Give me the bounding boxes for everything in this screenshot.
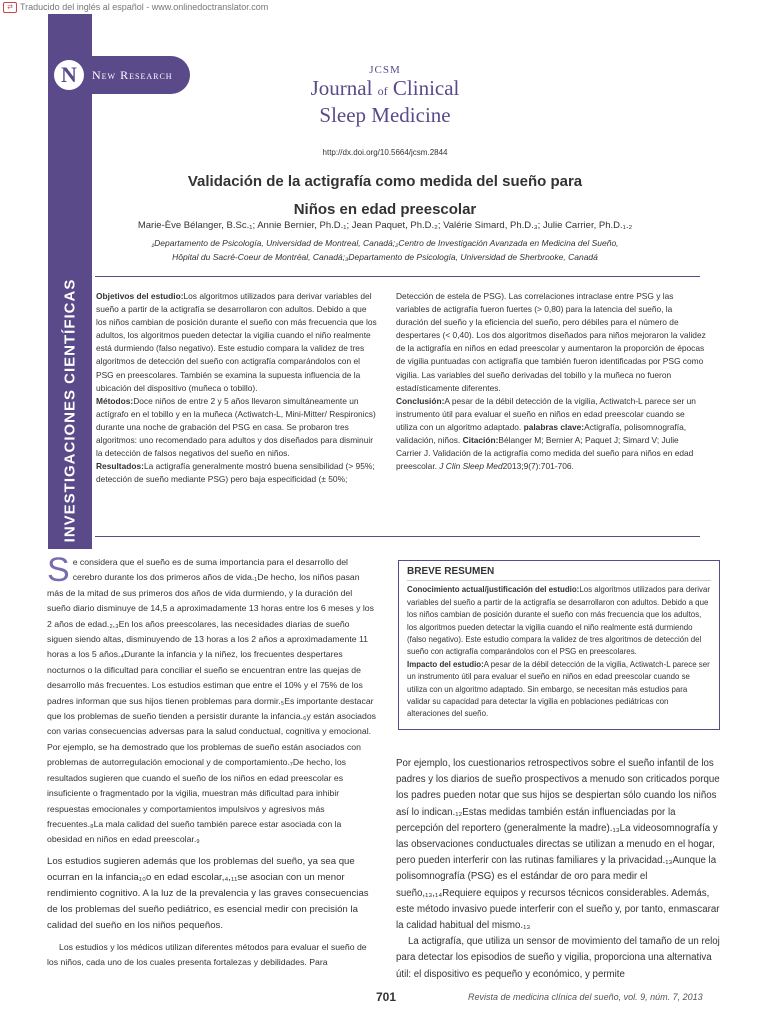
affiliations: ₁Departamento de Psicología, Universidad de Montreal, Canadá;₂Centro de Investigación Avanzada en Medicina del Sueño, Hôpital du Sacré-Coeur de Montréal, Canadá;₃Departamento de Psicología, Universidad de Sherbrooke, Canadá [151,238,619,262]
journal-name-line2: Sleep Medicine [319,103,451,127]
abstract-top-rule [95,276,700,277]
footer-journal-citation: Revista de medicina clínica del sueño, vol. 9, núm. 7, 2013 [468,992,703,1002]
translate-icon: ⇄ [3,2,17,13]
new-research-logo-icon: N [54,60,84,90]
body-paragraph-2: Los estudios sugieren además que los problemas del sueño, ya sea que ocurran en la infancia₁₀o en edad escolar,₄,₁₁se asocian con un menor rendimiento cognitivo. A la luz de la prevalencia y las graves consecuencias de los problemas del sueño pediátrico, es esencial medir con precisión la calidad del sueño en los niños pequeños. [47,855,369,931]
body-right-paragraph-2: La actigrafía, que utiliza un sensor de movimiento del tamaño de un reloj para detectar los episodios de sueño y vigilia, proporciona una alternativa útil: el dispositivo es pequeño y económico, y permite [396,936,720,980]
journal-logo [290,64,480,127]
brief-summary-title: BREVE RESUMEN [407,566,711,581]
body-left-column [47,551,377,977]
authors: Marie-Ève Bélanger, B.Sc.₁; Annie Bernier, Ph.D.₁; Jean Paquet, Ph.D.₂; Valérie Simard, Ph.D.₃; Julie Carrier, Ph.D.₁.₂ [137,220,633,231]
abstract-left-column: Objetivos del estudio:Los algoritmos utilizados para derivar variables del sueño a partir de la actigrafía se desarrollaron con adultos. Debido a que los niños cambian de posición durante el sueño con más frecuencia que los adultos, los algoritmos pueden detectar la vigilia cuando el niño realmente está durmiendo (falso negativo). Este estudio compara la validez de tres algoritmos de detección del sueño con actigrafía comparándolos con el PSG en preescolares. También se examina la supuesta influencia de la ubicación del dispositivo (muñeca o tobillo). Métodos:Doce niños de entre 2 y 5 años llevaron simultáneamente un actígrafo en el tobillo y en la muñeca (Actiwatch-L, Mini-Mitter/ Respironics) durante una noche de grabación del PSG en casa. Se probaron tres algoritmos: uno recomendado para adultos y dos diseñados para disminuir la detección de falsos negativos del sueño en niños. Resultados:La actigrafía generalmente mostró buena sensibilidad (> 95%; detección de sueño mediante PSG) pero baja especificidad (± 50%; [96,291,377,485]
drop-cap: S [47,551,70,589]
body-right-column [396,756,724,983]
new-research-label: New Research [92,67,173,82]
body-right-paragraph-1: Por ejemplo, los cuestionarios retrospectivos sobre el sueño infantil de los padres y los diarios de sueño prospectivos a menudo son criticados porque los padres pueden notar que sus hijos se despiertan sólo cuando los niños así lo indican.₁₂Estas medidas también están influenciadas por la percepción del reportero (generalmente la madre).₁₃La videosomnografía y las observaciones conductuales directas se utilizan a menudo en el hogar, pero pueden interferir con las rutinas familiares y la privacidad.₁₃Aunque la polisomnografía (PSG) es el estándar de oro para medir el sueño,₁₃,₁₄Requiere equipos y recursos técnicos considerables. Además, este método invasivo puede interferir con el sueño y, por tanto, enmascarar la calidad habitual del mismo.₁₃ [396,758,720,932]
journal-name-line1: Journal of Clinical [310,76,460,100]
brief-summary-box [398,560,720,730]
journal-abbr: JCSM [369,64,401,76]
intro-paragraph: Se considera que el sueño es de suma importancia para el desarrollo del cerebro durante los dos primeros años de vida.₁De hecho, los niños pasan más de la mitad de sus primeros dos años de vida durmiendo, y la duración del sueño diario disminuye de 14,5 a aproximadamente 13 horas entre los 6 meses y los 2 años de edad.₂,₃En los años preescolares, las necesidades diarias de sueño siguen siendo altas, disminuyendo de 13 horas a los 2 años a aproximadamente 11 horas a los 5 años.₄Durante la infancia y la niñez, los frecuentes despertares nocturnos o la dificultad para conciliar el sueño se encuentran entre las quejas de desarrollo más frecuentes. Los estudios estiman que entre el 10% y el 75% de los padres informan que sus hijos tienen problemas para dormir.₅Es importante destacar que los problemas de sueño tienden a persistir durante la infancia.₆y están asociados con varias consecuencias adversas para la salud conductual, cognitiva y emocional. Por ejemplo, se ha demostrado que los problemas de sueño están asociados con problemas de autorregulación emocional y de comportamiento.₇De hecho, los resultados sugieren que cuando el sueño de los niños en edad preescolar es insuficiente o fragmentado por la vigilia, muestran más dificultad para inhibir respuestas emocionales y comportamientos impulsivos y agresivos más frecuentes.₈La mala calidad del sueño también parece estar asociada con la obesidad en niños en edad preescolar.₉ [47,551,377,845]
translator-notice-text[interactable]: Traducido del inglés al español - www.onlinedoctranslator.com [20,2,269,12]
abstract-right-column: Detección de estela de PSG). Las correlaciones intraclase entre PSG y las variables de actigrafía fueron fuertes (> 0,80) para la latencia del sueño, la duración del sueño y la eficiencia del sueño, pero débiles para el número de despertares (< 0,40). Los dos algoritmos diseñados para niños mejoraron la validez de la actigrafía en niños en edad preescolar y aumentaron la proporción de épocas de vigilia puntuadas con actigrafía que también fueron identificadas por PSG como vigilia. Las variables del sueño derivadas del tobillo y la muñeca no fueron estadísticamente diferentes. Conclusión:A pesar de la débil detección de la vigilia, Actiwatch-L parece ser un instrumento útil para evaluar el sueño en niños en edad preescolar cuando se utiliza con un algoritmo adaptado. palabras clave:Actigrafía, polisomnografía, validación, niños. Citación:Bélanger M; Bernier A; Paquet J; Simard V; Julie Carrier J. Validación de la actigrafía como medida del sueño para niños en edad preescolar. J Clin Sleep Med2013;9(7):701-706. [396,291,706,472]
body-paragraph-3: Los estudios y los médicos utilizan diferentes métodos para evaluar el sueño de los niños, cada uno de los cuales presenta fortalezas y debilidades. Para [47,941,367,968]
translator-notice[interactable] [0,0,268,14]
brief-summary-text: Conocimiento actual/justificación del estudio:Los algoritmos utilizados para derivar variables del sueño a partir de la actigrafía se desarrollaron con adultos. Debido a que los niños cambian de posición durante el sueño con más frecuencia que los adultos, los algoritmos pueden detectar la vigilia cuando el niño realmente está durmiendo (falso negativo). Este estudio compara la validez de tres algoritmos de detección del sueño con actigrafía comparándolos con el PSG en preescolares. Impacto del estudio:A pesar de la débil detección de la vigilia, Actiwatch-L parece ser un instrumento útil para evaluar el sueño en niños en edad preescolar cuando se utiliza con un algoritmo adaptado. Sin embargo, se necesitan más estudios para validar su capacidad para detectar la vigilia en poblaciones pediátricas con alteraciones del sueño. [407,585,711,719]
side-section-label: INVESTIGACIONES CIENTÍFICAS [61,278,79,542]
abstract-bottom-rule [95,536,700,537]
article-title: Validación de la actigrafía como medida del sueño para Niños en edad preescolar [187,173,583,218]
doi-link[interactable]: http://dx.doi.org/10.5664/jcsm.2844 [322,148,448,157]
new-research-badge [48,56,190,94]
page-number: 701 [376,990,397,1004]
